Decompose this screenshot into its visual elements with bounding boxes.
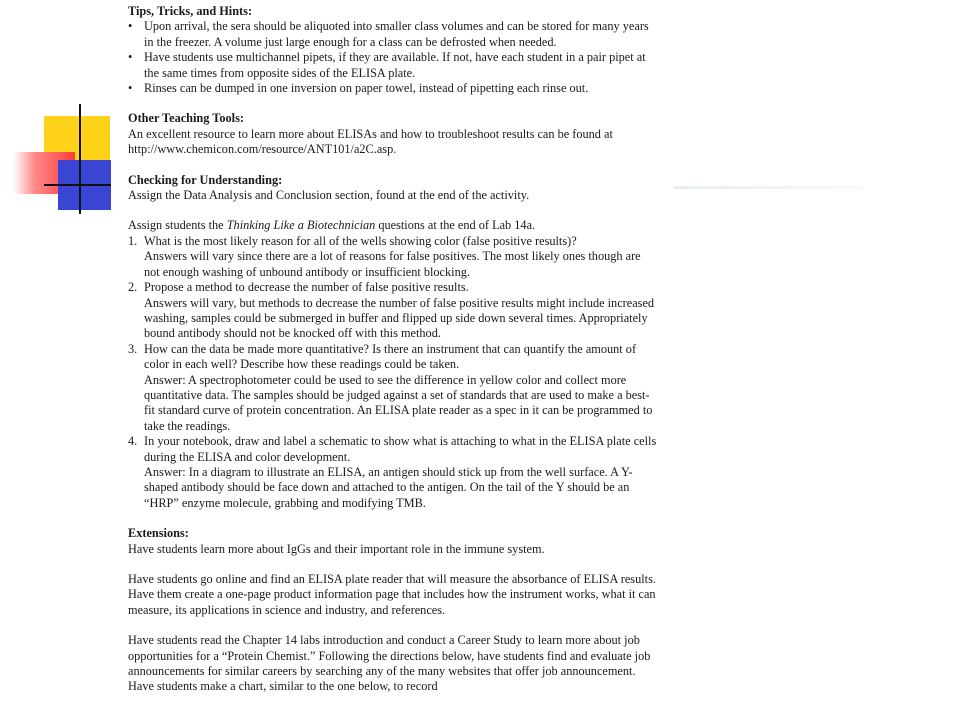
document-page	[128, 4, 658, 695]
question-number: 3.	[128, 341, 138, 356]
question-number: 1.	[128, 233, 138, 248]
question-item	[128, 434, 658, 465]
question-number: 2.	[128, 280, 138, 295]
tips-heading: Tips, Tricks, and Hints:	[128, 4, 253, 18]
extensions-paragraph: Have students go online and find an ELISA plate reader that will measure the absorbance of ELISA results. Have them create a one-page product information page that includes how the instrument works, what it can measure, its applications in science and industry, and references.	[128, 572, 656, 617]
question-item	[128, 280, 658, 295]
tips-item-text: Rinses can be dumped in one inversion on paper towel, instead of pipetting each rinse out.	[144, 81, 589, 96]
extensions-heading: Extensions:	[128, 526, 189, 541]
bullet-mark: •	[128, 19, 133, 34]
tips-item	[128, 19, 658, 50]
other-tools-heading: Other Teaching Tools:	[128, 111, 244, 126]
extensions-paragraph: Have students learn more about IgGs and their important role in the immune system.	[128, 541, 545, 556]
checking-intro: Assign the Data Analysis and Conclusion section, found at the end of the activity.	[128, 188, 530, 203]
question-item	[128, 342, 658, 373]
answer-text: Answers will vary, but methods to decrease the number of false positive results might include increased washing, samples could be submerged in buffer and flipped up side down several times. Appropriately bound antibody should not be knocked off with this method.	[144, 295, 655, 341]
question-item	[128, 234, 658, 249]
extensions-paragraph: Have students read the Chapter 14 labs introduction and conduct a Career Study to learn more about job opportunities for a “Protein Chemist.” Following the directions below, have students find and evaluate job announcements for similar careers by searching any of the many websites that offer job announcement. Have students make a chart, similar to the one below, to record	[128, 633, 651, 694]
decor-side-rule	[674, 186, 864, 189]
assign-italic-title: Thinking Like a Biotechnician	[226, 218, 376, 233]
checking-heading: Checking for Understanding:	[128, 172, 283, 187]
question-text: Propose a method to decrease the number of false positive results.	[144, 280, 469, 295]
bullet-mark: •	[128, 81, 133, 96]
tips-item-text: Have students use multichannel pipets, if they are available. If not, have each student in a pair pipet at the same times from opposite sides of the ELISA plate.	[144, 50, 646, 80]
question-text: In your notebook, draw and label a schematic to show what is attaching to what in the ELISA plate cells during the ELISA and color development.	[144, 434, 657, 464]
bullet-mark: •	[128, 50, 133, 65]
decor-vertical-line	[79, 104, 81, 214]
tips-item	[128, 81, 658, 96]
assign-suffix: questions at the end of Lab 14a.	[375, 218, 536, 233]
tips-item	[128, 50, 658, 81]
question-text: What is the most likely reason for all of the wells showing color (false positive results)?	[144, 233, 577, 248]
assign-prefix: Assign students the	[128, 218, 227, 233]
other-tools-text: An excellent resource to learn more about ELISAs and how to troubleshoot results can be found at http://www.chemicon.com/resource/ANT101/a2C.asp.	[128, 126, 613, 157]
decor-horizontal-line	[44, 184, 111, 186]
question-number: 4.	[128, 434, 138, 449]
answer-text: Answers will vary since there are a lot of reasons for false positives. The most likely ones though are not enough washing of unbound antibody or insufficient blocking.	[144, 249, 641, 279]
answer-text: Answer: A spectrophotometer could be used to see the difference in yellow color and collect more quantitative data. The samples should be judged against a set of standards that are used to make a best-fit standard curve of protein concentration. An ELISA plate reader as a spec in it can be programmed to take the readings.	[144, 372, 653, 433]
question-text: How can the data be made more quantitative? Is there an instrument that can quantify the amount of color in each well? Describe how these readings could be taken.	[144, 341, 637, 372]
assign-line	[128, 218, 658, 233]
tips-item-text: Upon arrival, the sera should be aliquoted into smaller class volumes and can be stored for many years in the freezer. A volume just large enough for a class can be defrosted when needed.	[144, 19, 649, 49]
answer-text: Answer: In a diagram to illustrate an ELISA, an antigen should stick up from the well surface. A Y-shaped antibody should be face down and attached to the antigen. On the tail of the Y should be an “HRP” enzyme molecule, grabbing and modifying TMB.	[144, 464, 633, 510]
